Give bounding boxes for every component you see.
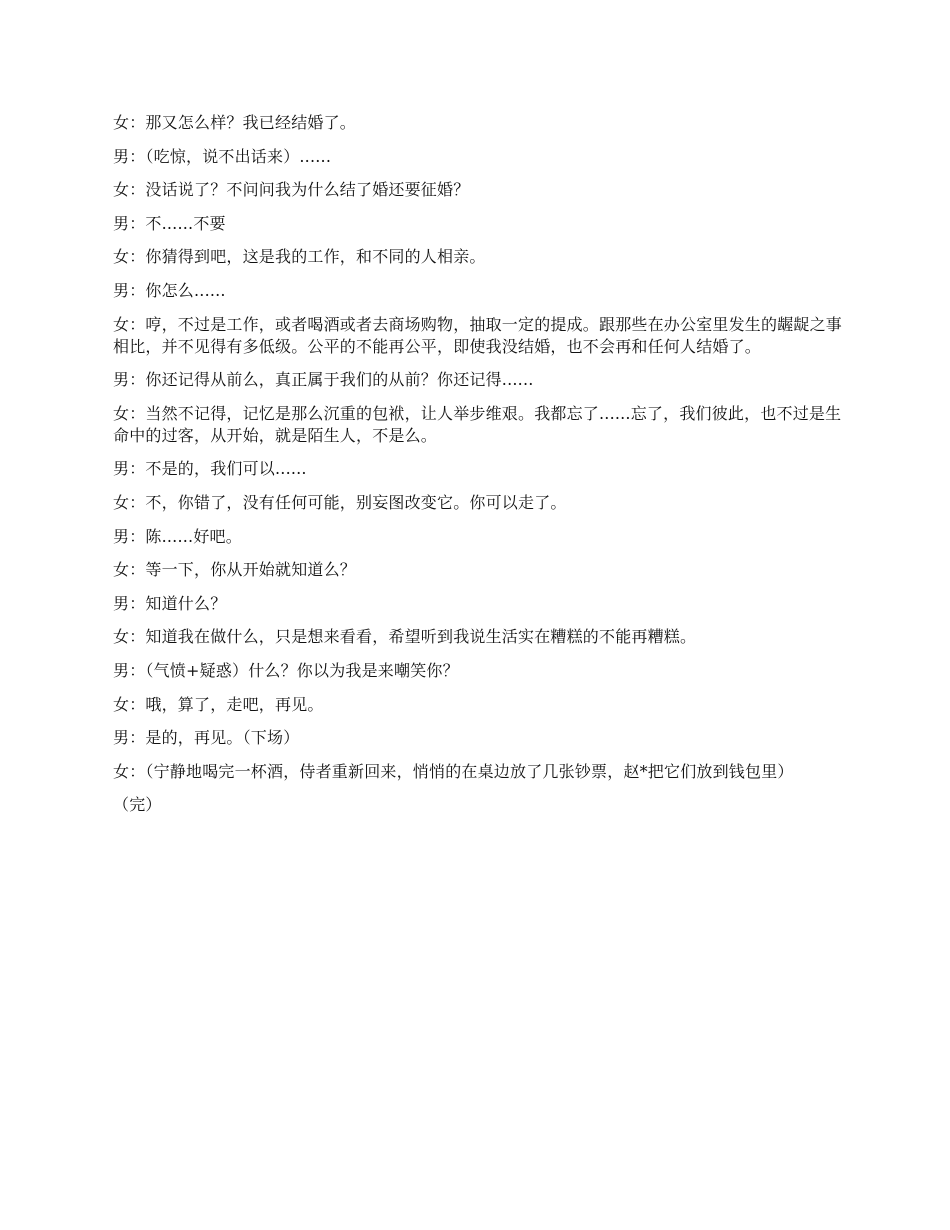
dialogue-line: 男：（吃惊，说不出话来）...... [113, 146, 332, 166]
dialogue-line: 男：知道什么？ [113, 593, 227, 613]
dialogue-line: 男：是的，再见。（下场） [113, 728, 300, 748]
dialogue-line: 男：不是的，我们可以...... [113, 459, 307, 479]
dialogue-line: 女：你猜得到吧，这是我的工作，和不同的人相亲。 [113, 247, 486, 267]
dialogue-line: 女：哼，不过是工作，或者喝酒或者去商场购物，抽取一定的提成。跟那些在办公室里发生的龌龊之事相比，并不见得有多低级。公平的不能再公平，即使我没结婚，也不会再和任何人结婚了。 [113, 314, 843, 356]
end-marker: （完） [113, 795, 162, 815]
dialogue-line: 男：陈......好吧。 [113, 526, 242, 546]
dialogue-line: 男：不......不要 [113, 213, 226, 233]
dialogue-line: 男：（气愤+疑惑）什么？你以为我是来嘲笑你？ [113, 660, 459, 680]
document-body [113, 112, 843, 828]
dialogue-line: 女：不，你错了，没有任何可能，别妄图改变它。你可以走了。 [113, 492, 567, 512]
dialogue-line: 男：你怎么...... [113, 280, 226, 300]
dialogue-line: 男：你还记得从前么，真正属于我们的从前？你还记得...... [113, 370, 534, 390]
dialogue-line: 女：哦，算了，走吧，再见。 [113, 694, 324, 714]
dialogue-line: 女：当然不记得，记忆是那么沉重的包袱，让人举步维艰。我都忘了......忘了，我们彼此，也不过是生命中的过客，从开始，就是陌生人，不是么。 [113, 403, 842, 445]
dialogue-line: 女：（宁静地喝完一杯酒，侍者重新回来，悄悄的在桌边放了几张钞票，赵*把它们放到钱包里） [113, 761, 794, 781]
dialogue-line: 女：等一下，你从开始就知道么？ [113, 560, 357, 580]
dialogue-line: 女：没话说了？不问问我为什么结了婚还要征婚？ [113, 180, 470, 200]
dialogue-line: 女：知道我在做什么，只是想来看看，希望听到我说生活实在糟糕的不能再糟糕。 [113, 627, 697, 647]
dialogue-line: 女：那又怎么样？我已经结婚了。 [113, 113, 357, 132]
